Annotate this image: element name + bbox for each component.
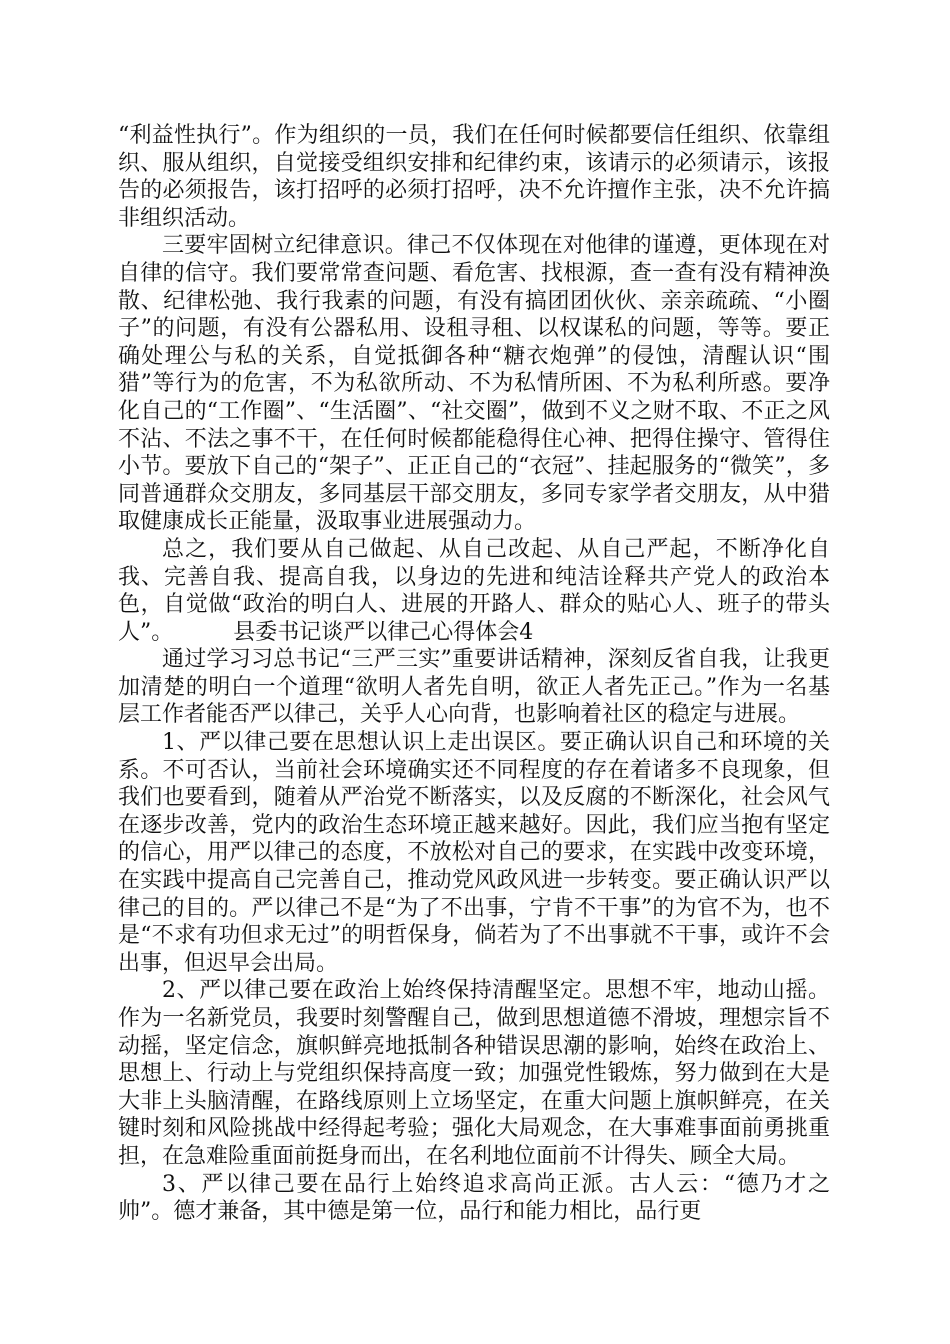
paragraph-3 [118,536,830,646]
document-body [118,122,830,1226]
paragraph-7: 3、严以律己要在品行上始终追求高尚正派。古人云：“德乃才之帅”。德才兼备，其中德是第一位，品行和能力相比，品行更 [118,1171,830,1225]
paragraph-3-text: 总之，我们要从自己做起、从自己改起、从自己严起，不断净化自我、完善自我、提高自我，以身边的先进和纯洁诠释共产党人的政治本色，自觉做“政治的明白人、进展的开路人、群众的贴心人、班子的带头人”。 [118,536,830,645]
paragraph-6: 2、严以律己要在政治上始终保持清醒坚定。思想不牢，地动山摇。作为一名新党员，我要时刻警醒自己，做到思想道德不滑坡，理想宗旨不动摇，坚定信念，旗帜鲜亮地抵制各种错误思潮的影响，始终在政治上、思想上、行动上与党组织保持高度一致；加强党性锻炼，努力做到在大是大非上头脑清醒，在路线原则上立场坚定，在重大问题上旗帜鲜亮，在关键时刻和风险挑战中经得起考验；强化大局观念，在大事难事面前勇挑重担，在急难险重面前挺身而出，在名利地位面前不计得失、顾全大局。 [118,978,830,1169]
section-title: 县委书记谈严以律己心得体会4 [233,619,534,645]
paragraph-1: “利益性执行”。作为组织的一员，我们在任何时候都要信任组织、依靠组织、服从组织，自觉接受组织安排和纪律约束，该请示的必须请示，该报告的必须报告，该打招呼的必须打招呼，决不允许擅作主张，决不允许搞非组织活动。 [118,123,830,231]
paragraph-5: 1、严以律己要在思想认识上走出误区。要正确认识自己和环境的关系。不可否认，当前社会环境确实还不同程度的存在着诸多不良现象，但我们也要看到，随着从严治党不断落实，以及反腐的不断深化，社会风气在逐步改善，党内的政治生态环境正越来越好。因此，我们应当抱有坚定的信心，用严以律己的态度，不放松对自己的要求，在实践中改变环境，在实践中提高自己完善自己，推动党风政风进一步转变。要正确认识严以律己的目的。严以律己不是“为了不出事，宁肯不干事”的为官不为，也不是“不求有功但求无过”的明哲保身，倘若为了不出事就不干事，或许不会出事，但迟早会出局。 [118,730,830,976]
paragraph-4: 通过学习习总书记“三严三实”重要讲话精神，深刻反省自我，让我更加清楚的明白一个道理“欲明人者先自明，欲正人者先正己。”作为一名基层工作者能否严以律己，关乎人心向背，也影响着社区的稳定与进展。 [118,647,830,728]
paragraph-2: 三要牢固树立纪律意识。律己不仅体现在对他律的谨遵，更体现在对自律的信守。我们要常常查问题、看危害、找根源，查一查有没有精神涣散、纪律松弛、我行我素的问题，有没有搞团团伙伙、亲亲疏疏、“小圈子”的问题，有没有公器私用、设租寻租、以权谋私的问题，等等。要正确处理公与私的关系，自觉抵御各种“糖衣炮弹”的侵蚀，清醒认识“围猎”等行为的危害，不为私欲所动、不为私情所困、不为私利所惑。要净化自己的“工作圈”、“生活圈”、“社交圈”，做到不义之财不取、不正之风不沾、不法之事不干，在任何时候都能稳得住心神、把得住操守、管得住小节。要放下自己的“架子”、正正自己的“衣冠”、挂起服务的“微笑”，多同普通群众交朋友，多同基层干部交朋友，多同专家学者交朋友，从中猎取健康成长正能量，汲取事业进展强动力。 [118,233,830,535]
